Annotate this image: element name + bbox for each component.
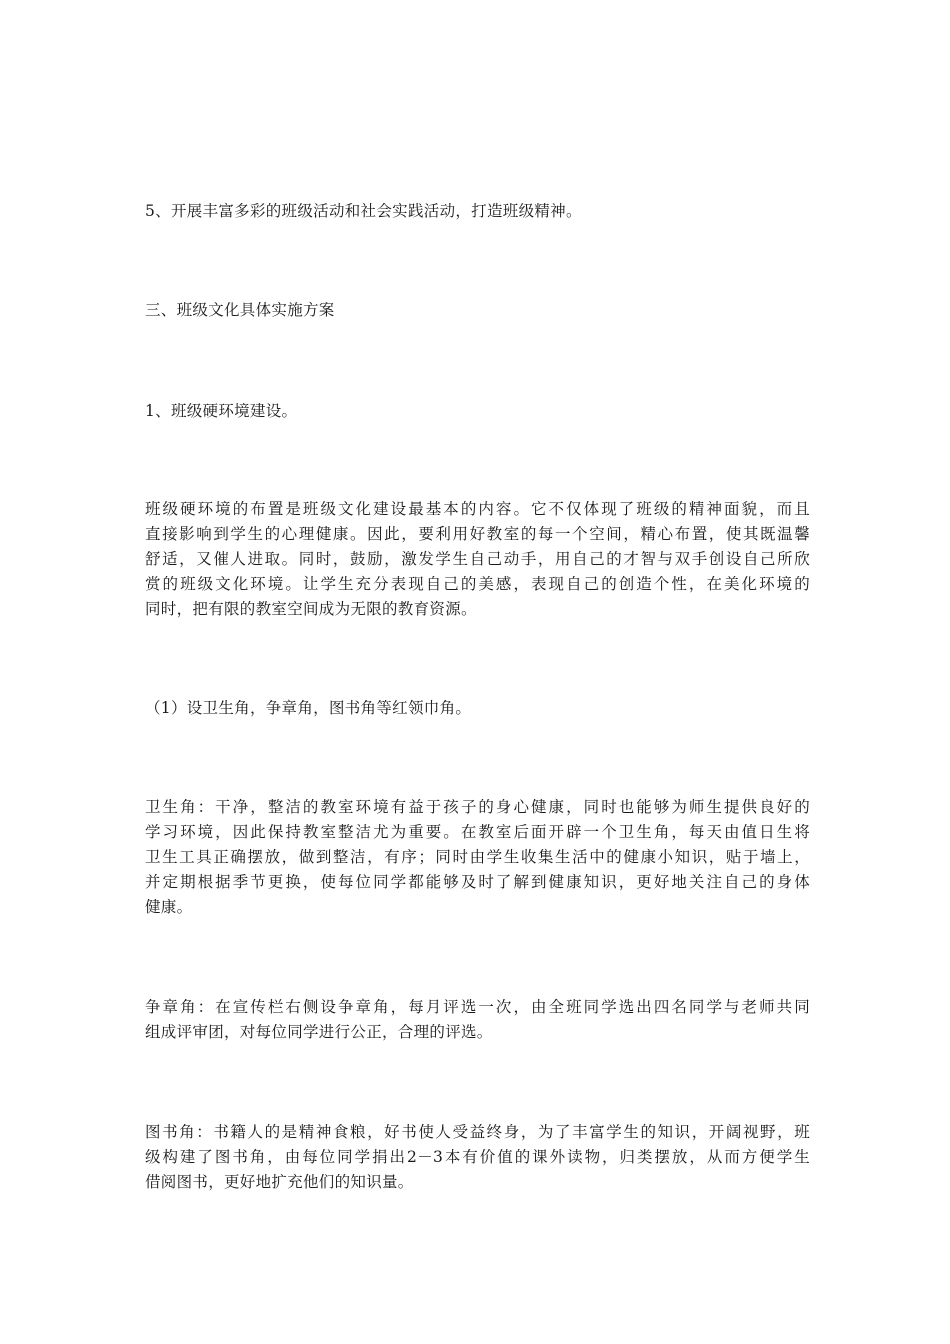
paragraph-hygiene-corner bbox=[145, 795, 810, 920]
paragraph-hard-environment bbox=[145, 497, 810, 622]
paragraph-badge-corner bbox=[145, 995, 810, 1045]
text-line: 卫生角：干净，整洁的教室环境有益于孩子的身心健康，同时也能够为师生提供良好的 bbox=[145, 798, 810, 816]
text-line: 级构建了图书角，由每位同学捐出2－3本有价值的课外读物，归类摆放，从而方便学生 bbox=[145, 1148, 810, 1166]
text-line: 借阅图书，更好地扩充他们的知识量。 bbox=[145, 1173, 414, 1191]
text-line: 图书角：书籍人的是精神食粮，好书使人受益终身，为了丰富学生的知识，开阔视野，班 bbox=[145, 1123, 810, 1141]
text-line: 健康。 bbox=[145, 898, 193, 916]
text-line: 赏的班级文化环境。让学生充分表现自己的美感，表现自己的创造个性，在美化环境的 bbox=[145, 575, 810, 593]
subsection-heading-1 bbox=[145, 399, 810, 424]
text-line: 同时，把有限的教室空间成为无限的教育资源。 bbox=[145, 600, 477, 618]
text-line: 学习环境，因此保持教室整洁尤为重要。在教室后面开辟一个卫生角，每天由值日生将 bbox=[145, 823, 810, 841]
text-line: 并定期根据季节更换，使每位同学都能够及时了解到健康知识，更好地关注自己的身体 bbox=[145, 873, 810, 891]
list-item-1 bbox=[145, 696, 810, 721]
section-heading-3 bbox=[145, 298, 810, 323]
paragraph-item-5 bbox=[145, 199, 810, 224]
text-line: 舒适，又催人进取。同时，鼓励，激发学生自己动手，用自己的才智与双手创设自己所欣 bbox=[145, 550, 810, 568]
text-line: 直接影响到学生的心理健康。因此，要利用好教室的每一个空间，精心布置，使其既温馨 bbox=[145, 525, 810, 543]
text-line: 5、开展丰富多彩的班级活动和社会实践活动，打造班级精神。 bbox=[145, 202, 582, 220]
text-line: 卫生工具正确摆放，做到整洁，有序；同时由学生收集生活中的健康小知识，贴于墙上， bbox=[145, 848, 810, 866]
paragraph-book-corner bbox=[145, 1120, 810, 1195]
text-line: 1、班级硬环境建设。 bbox=[145, 402, 298, 420]
text-line: 组成评审团，对每位同学进行公正，合理的评选。 bbox=[145, 1023, 493, 1041]
text-line: 班级硬环境的布置是班级文化建设最基本的内容。它不仅体现了班级的精神面貌，而且 bbox=[145, 500, 810, 518]
text-line: （1）设卫生角，争章角，图书角等红领巾角。 bbox=[145, 699, 472, 717]
text-line: 三、班级文化具体实施方案 bbox=[145, 301, 335, 319]
text-line: 争章角：在宣传栏右侧设争章角，每月评选一次，由全班同学选出四名同学与老师共同 bbox=[145, 998, 810, 1016]
